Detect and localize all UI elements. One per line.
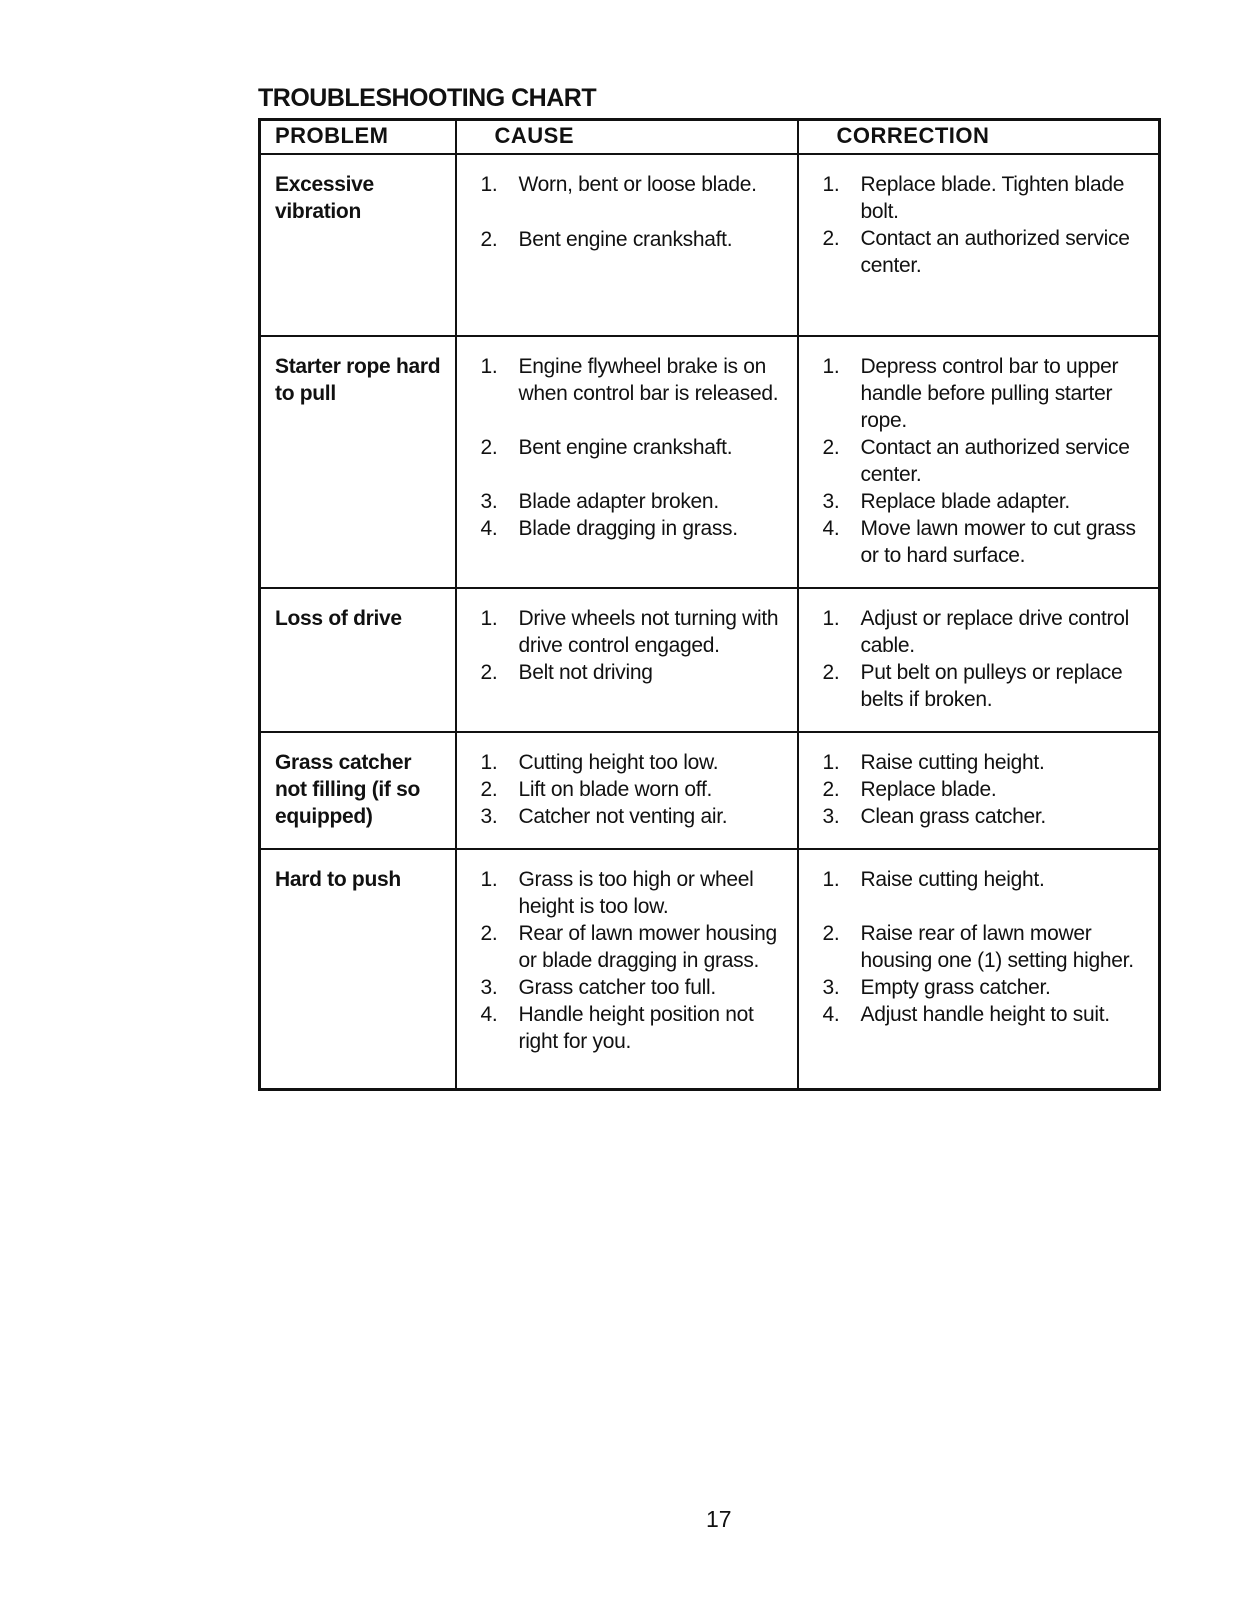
correction-cell bbox=[798, 849, 1160, 1089]
page-number: 17 bbox=[706, 1506, 732, 1532]
list-item: 3. Blade adapter broken. bbox=[480, 490, 719, 513]
correction-cell bbox=[798, 336, 1160, 588]
cause-cell bbox=[456, 588, 798, 732]
problem-line: Hard to push bbox=[275, 868, 401, 891]
problem-line: to pull bbox=[275, 382, 336, 405]
list-item: 1. Raise cutting height. bbox=[822, 868, 1045, 891]
list-item: 3. Grass catcher too full. bbox=[480, 976, 716, 999]
list-item: 2. Contact an authorized service center. bbox=[822, 227, 1130, 277]
list-item: 1. Engine flywheel brake is on when control bar is released. bbox=[480, 355, 779, 405]
problem-cell bbox=[260, 588, 456, 732]
list-item: 2. Bent engine crankshaft. bbox=[480, 436, 733, 459]
cause-cell bbox=[456, 336, 798, 588]
header-cause: CAUSE bbox=[456, 120, 798, 155]
problem-line: equipped) bbox=[275, 805, 373, 828]
list-item: 1. Depress control bar to upper handle before pulling starter rope. bbox=[822, 355, 1119, 432]
list-item: 4. Handle height position not right for you. bbox=[480, 1003, 754, 1053]
list-item: 2. Lift on blade worn off. bbox=[480, 778, 713, 801]
list-item: 2. Put belt on pulleys or replace belts if broken. bbox=[822, 661, 1123, 711]
problem-line: Grass catcher bbox=[275, 751, 412, 774]
cause-cell bbox=[456, 154, 798, 336]
correction-cell bbox=[798, 588, 1160, 732]
problem-cell bbox=[260, 336, 456, 588]
correction-cell bbox=[798, 154, 1160, 336]
list-item: 1. Raise cutting height. bbox=[822, 751, 1045, 774]
problem-line: Excessive bbox=[275, 173, 374, 196]
problem-line: vibration bbox=[275, 200, 361, 223]
table-row bbox=[260, 588, 1160, 732]
list-item: 1. Drive wheels not turning with drive control engaged. bbox=[480, 607, 779, 657]
list-item: 3. Empty grass catcher. bbox=[822, 976, 1051, 999]
list-item: 2. Replace blade. bbox=[822, 778, 997, 801]
list-item: 2. Belt not driving bbox=[480, 661, 653, 684]
table-row bbox=[260, 849, 1160, 1089]
table-row bbox=[260, 732, 1160, 849]
list-item: 3. Replace blade adapter. bbox=[822, 490, 1070, 513]
problem-cell bbox=[260, 849, 456, 1089]
problem-cell bbox=[260, 154, 456, 336]
list-item: 2. Contact an authorized service center. bbox=[822, 436, 1130, 486]
problem-cell bbox=[260, 732, 456, 849]
header-problem: PROBLEM bbox=[260, 120, 456, 155]
list-item: 1. Cutting height too low. bbox=[480, 751, 719, 774]
problem-line: Starter rope hard bbox=[275, 355, 441, 378]
header-correction: CORRECTION bbox=[798, 120, 1160, 155]
table-row bbox=[260, 154, 1160, 336]
table-row bbox=[260, 336, 1160, 588]
table-header-row bbox=[260, 120, 1160, 155]
correction-cell bbox=[798, 732, 1160, 849]
list-item: 1. Adjust or replace drive control cable. bbox=[822, 607, 1129, 657]
list-item: 3. Clean grass catcher. bbox=[822, 805, 1046, 828]
cause-cell bbox=[456, 732, 798, 849]
list-item: 2. Raise rear of lawn mower housing one (1) setting higher. bbox=[822, 922, 1134, 972]
problem-line: not filling (if so bbox=[275, 778, 421, 801]
list-item: 1. Grass is too high or wheel height is too low. bbox=[480, 868, 754, 918]
problem-line: Loss of drive bbox=[275, 607, 402, 630]
list-item: 2. Bent engine crankshaft. bbox=[480, 228, 733, 251]
chart-title: TROUBLESHOOTING CHART bbox=[258, 84, 597, 112]
list-item: 4. Adjust handle height to suit. bbox=[822, 1003, 1110, 1026]
troubleshooting-table bbox=[258, 118, 1161, 1091]
list-item: 4. Move lawn mower to cut grass or to hard surface. bbox=[822, 517, 1136, 567]
list-item: 4. Blade dragging in grass. bbox=[480, 517, 738, 540]
list-item: 2. Rear of lawn mower housing or blade dragging in grass. bbox=[480, 922, 777, 972]
cause-cell bbox=[456, 849, 798, 1089]
list-item: 1. Worn, bent or loose blade. bbox=[480, 173, 757, 196]
list-item: 1. Replace blade. Tighten blade bolt. bbox=[822, 173, 1125, 223]
list-item: 3. Catcher not venting air. bbox=[480, 805, 728, 828]
